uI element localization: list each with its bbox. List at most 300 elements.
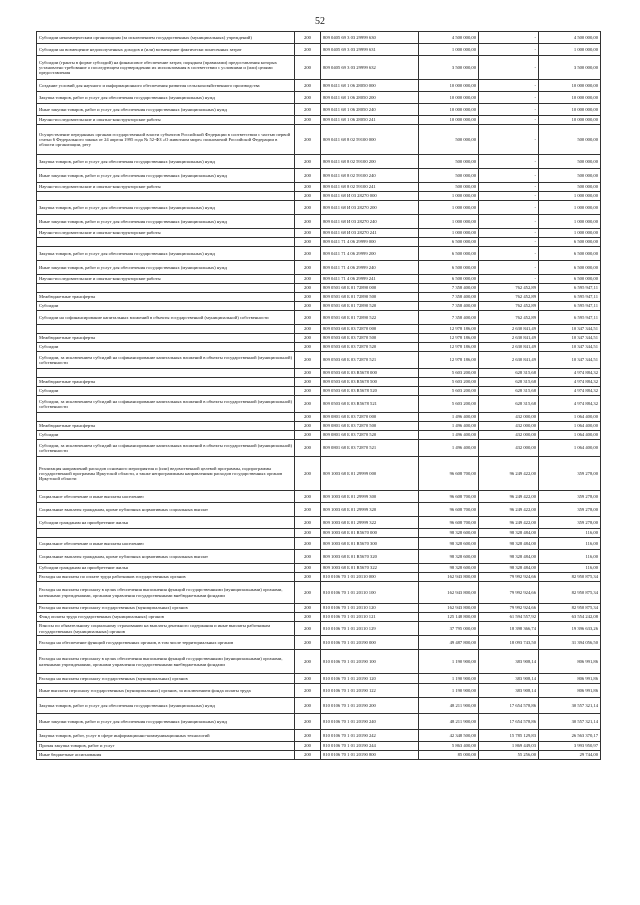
row-classification-cell: 809 0411 68 8 02 59100 200 <box>321 155 419 169</box>
row-name-cell: Взносы по обязательному социальному страхованию на выплаты денежного содержания и иные выплаты работникам государственных (муниципальных) органов <box>37 622 295 636</box>
row-code-cell: 200 <box>295 396 321 413</box>
row-executed-amount-cell: 762 452,89 <box>479 284 539 293</box>
row-classification-cell: 809 0411 68 1 06 28050 000 <box>321 80 419 92</box>
row-executed-amount-cell: - <box>479 229 539 238</box>
row-executed-amount-cell: - <box>479 192 539 201</box>
row-code-cell: 200 <box>295 751 321 760</box>
row-name-cell: Межбюджетные трансферты <box>37 378 295 387</box>
row-code-cell: 200 <box>295 573 321 582</box>
row-classification-cell: 809 0405 69 3 03 29999 631 <box>321 44 419 56</box>
row-approved-amount-cell: 10 000 000,00 <box>419 80 479 92</box>
row-classification-cell: 809 1003 68 Б 01 29999 322 <box>321 517 419 529</box>
row-code-cell: 200 <box>295 422 321 431</box>
table-row <box>37 550 601 564</box>
table-row <box>37 751 601 760</box>
row-remaining-amount-cell: 31 394 056,50 <box>539 636 601 650</box>
row-code-cell: 200 <box>295 550 321 564</box>
row-executed-amount-cell: 762 452,89 <box>479 293 539 302</box>
row-remaining-amount-cell: 116,00 <box>539 529 601 538</box>
row-code-cell: 200 <box>295 125 321 155</box>
row-remaining-amount-cell: 1 000 000,00 <box>539 201 601 215</box>
row-approved-amount-cell: 6 500 000,00 <box>419 238 479 247</box>
row-executed-amount-cell: 17 654 578,86 <box>479 714 539 730</box>
row-approved-amount-cell: 48 211 900,00 <box>419 698 479 714</box>
table-row <box>37 457 601 491</box>
table-row <box>37 503 601 517</box>
table-row <box>37 302 601 311</box>
row-code-cell: 200 <box>295 714 321 730</box>
row-classification-cell: 809 0411 71 4 06 29999 200 <box>321 247 419 261</box>
row-approved-amount-cell: 1 496 400,00 <box>419 431 479 440</box>
row-approved-amount-cell: 98 328 600,00 <box>419 550 479 564</box>
row-code-cell: 200 <box>295 613 321 622</box>
row-approved-amount-cell: 6 500 000,00 <box>419 247 479 261</box>
row-remaining-amount-cell: 1 064 400,00 <box>539 413 601 422</box>
row-code-cell: 200 <box>295 529 321 538</box>
table-row <box>37 229 601 238</box>
row-name-cell: Иные закупки товаров, работ и услуг для обеспечения государственных (муниципальных) нужд <box>37 714 295 730</box>
table-row <box>37 352 601 369</box>
row-approved-amount-cell: 6 500 000,00 <box>419 261 479 275</box>
row-code-cell: 200 <box>295 275 321 284</box>
row-approved-amount-cell: 1 000 000,00 <box>419 229 479 238</box>
row-code-cell: 200 <box>295 311 321 325</box>
row-remaining-amount-cell: 30 557 321,14 <box>539 698 601 714</box>
row-name-cell <box>37 284 295 293</box>
row-remaining-amount-cell: 1 064 400,00 <box>539 431 601 440</box>
row-code-cell: 200 <box>295 56 321 80</box>
row-remaining-amount-cell: 82 950 875,34 <box>539 604 601 613</box>
row-classification-cell: 809 1003 68 Б 01 R5670 300 <box>321 538 419 550</box>
row-remaining-amount-cell: 4 974 884,32 <box>539 378 601 387</box>
row-classification-cell: 809 0411 68 8 02 59100 000 <box>321 125 419 155</box>
row-code-cell: 200 <box>295 183 321 192</box>
row-name-cell: Создание условий для научного и информационного обеспечения развития сельскохозяйственного производства <box>37 80 295 92</box>
row-classification-cell: 810 0106 70 1 01 20190 242 <box>321 730 419 742</box>
row-executed-amount-cell: - <box>479 44 539 56</box>
row-classification-cell: 809 0503 68 Б 03 R5678 000 <box>321 369 419 378</box>
row-executed-amount-cell: 383 908,14 <box>479 684 539 698</box>
row-remaining-amount-cell: 806 991,86 <box>539 650 601 674</box>
row-executed-amount-cell: - <box>479 169 539 183</box>
row-executed-amount-cell: 762 452,89 <box>479 302 539 311</box>
row-classification-cell: 810 0106 70 1 01 20190 122 <box>321 684 419 698</box>
table-body <box>37 32 601 760</box>
table-row <box>37 32 601 44</box>
row-name-cell: Иные выплаты персоналу государственных (муниципальных) органов, за исключением фонда оплаты труда <box>37 684 295 698</box>
row-approved-amount-cell: 12 978 186,00 <box>419 343 479 352</box>
row-approved-amount-cell: 7 358 400,00 <box>419 302 479 311</box>
table-row <box>37 284 601 293</box>
row-executed-amount-cell: 79 992 924,66 <box>479 582 539 604</box>
row-classification-cell: 809 0503 68 Б 03 R5678 521 <box>321 396 419 413</box>
row-remaining-amount-cell: 1 000 000,00 <box>539 192 601 201</box>
row-remaining-amount-cell: 1 000 000,00 <box>539 44 601 56</box>
table-row <box>37 275 601 284</box>
row-name-cell: Фонд оплаты труда государственных (муниципальных) органов <box>37 613 295 622</box>
row-code-cell: 200 <box>295 215 321 229</box>
row-code-cell: 200 <box>295 352 321 369</box>
row-code-cell: 200 <box>295 334 321 343</box>
row-approved-amount-cell: 96 608 700,00 <box>419 503 479 517</box>
table-row <box>37 56 601 80</box>
row-executed-amount-cell: 383 908,14 <box>479 674 539 684</box>
table-row <box>37 440 601 457</box>
row-classification-cell: 809 0501 68 Б 01 72890 000 <box>321 284 419 293</box>
table-row <box>37 684 601 698</box>
row-code-cell: 200 <box>295 238 321 247</box>
row-approved-amount-cell: 1 000 000,00 <box>419 215 479 229</box>
row-classification-cell: 810 0106 70 1 01 20190 200 <box>321 698 419 714</box>
row-name-cell: Субсидии <box>37 387 295 396</box>
row-remaining-amount-cell: 4 500 000,00 <box>539 32 601 44</box>
row-approved-amount-cell: 5 603 200,00 <box>419 369 479 378</box>
row-remaining-amount-cell: 1 064 400,00 <box>539 422 601 431</box>
row-remaining-amount-cell: 359 278,00 <box>539 517 601 529</box>
row-name-cell: Субсидии, за исключением субсидий на софинансирование капитальных вложений в объекты государственной (муниципальной) собственности <box>37 352 295 369</box>
row-approved-amount-cell: 96 608 700,00 <box>419 491 479 503</box>
row-remaining-amount-cell: 6 595 947,11 <box>539 302 601 311</box>
row-code-cell: 200 <box>295 325 321 334</box>
row-remaining-amount-cell: 29 744,00 <box>539 751 601 760</box>
row-executed-amount-cell: 96 249 422,00 <box>479 457 539 491</box>
row-remaining-amount-cell: 3 500 000,00 <box>539 56 601 80</box>
row-remaining-amount-cell: 359 278,00 <box>539 491 601 503</box>
row-name-cell: Иные закупки товаров, работ и услуг для обеспечения государственных (муниципальных) нужд <box>37 215 295 229</box>
row-code-cell: 200 <box>295 201 321 215</box>
row-executed-amount-cell: 432 000,00 <box>479 413 539 422</box>
row-executed-amount-cell: 383 908,14 <box>479 650 539 674</box>
row-code-cell: 200 <box>295 92 321 104</box>
row-remaining-amount-cell: 6 500 000,00 <box>539 275 601 284</box>
table-row <box>37 431 601 440</box>
row-remaining-amount-cell: 26 563 370,17 <box>539 730 601 742</box>
row-classification-cell: 810 0106 70 1 01 20190 000 <box>321 636 419 650</box>
row-approved-amount-cell: 162 943 800,00 <box>419 573 479 582</box>
table-row <box>37 201 601 215</box>
row-executed-amount-cell: - <box>479 238 539 247</box>
table-row <box>37 387 601 396</box>
row-executed-amount-cell: - <box>479 215 539 229</box>
row-name-cell: Субсидии некоммерческим организациям (за исключением государственных (муниципальных) учреждений) <box>37 32 295 44</box>
row-classification-cell: 809 0501 68 Б 01 72890 500 <box>321 293 419 302</box>
row-classification-cell: 810 0106 70 1 01 20190 120 <box>321 674 419 684</box>
row-approved-amount-cell: 125 148 800,00 <box>419 613 479 622</box>
row-name-cell: Закупка товаров, работ и услуг для обеспечения государственных (муниципальных) нужд <box>37 698 295 714</box>
row-name-cell: Иные закупки товаров, работ и услуг для обеспечения государственных (муниципальных) нужд <box>37 261 295 275</box>
row-approved-amount-cell: 1 496 400,00 <box>419 413 479 422</box>
row-code-cell: 200 <box>295 378 321 387</box>
row-classification-cell: 810 0106 70 1 01 20110 120 <box>321 604 419 613</box>
row-executed-amount-cell: 79 992 924,66 <box>479 604 539 613</box>
row-name-cell: Субсидии гражданам на приобретение жилья <box>37 564 295 573</box>
row-name-cell: Расходы на выплаты персоналу в целях обеспечения выполнения функций государственными (муниципальными) органами, казенными учреждениями, органами управления государственными внебюджетными фондами <box>37 582 295 604</box>
row-classification-cell: 809 0801 68 Б 03 72870 521 <box>321 440 419 457</box>
table-row <box>37 674 601 684</box>
row-name-cell: Субсидии, за исключением субсидий на софинансирование капитальных вложений в объекты государственной (муниципальной) собственности <box>37 396 295 413</box>
row-approved-amount-cell: 1 000 000,00 <box>419 192 479 201</box>
row-executed-amount-cell: 61 594 557,92 <box>479 613 539 622</box>
row-classification-cell: 809 0411 71 4 06 29999 240 <box>321 261 419 275</box>
row-code-cell: 200 <box>295 247 321 261</box>
table-row <box>37 104 601 116</box>
row-name-cell: Иные бюджетные ассигнования <box>37 751 295 760</box>
row-classification-cell: 810 0106 70 1 01 20190 244 <box>321 742 419 751</box>
row-executed-amount-cell: 628 315,68 <box>479 369 539 378</box>
row-remaining-amount-cell: 116,00 <box>539 564 601 573</box>
row-remaining-amount-cell: 19 396 633,26 <box>539 622 601 636</box>
row-executed-amount-cell: - <box>479 275 539 284</box>
row-name-cell: Расходы на выплаты персоналу государственных (муниципальных) органов <box>37 604 295 613</box>
row-executed-amount-cell: - <box>479 247 539 261</box>
row-classification-cell: 809 1003 68 Б 01 29999 300 <box>321 491 419 503</box>
row-code-cell: 200 <box>295 440 321 457</box>
row-remaining-amount-cell: 10 347 344,51 <box>539 325 601 334</box>
row-executed-amount-cell: 17 654 578,86 <box>479 698 539 714</box>
row-executed-amount-cell: 98 328 484,00 <box>479 538 539 550</box>
row-name-cell: Закупка товаров, работ и услуг для обеспечения государственных (муниципальных) нужд <box>37 92 295 104</box>
row-approved-amount-cell: 3 500 000,00 <box>419 56 479 80</box>
row-code-cell: 200 <box>295 564 321 573</box>
row-name-cell: Закупка товаров, работ и услуг для обеспечения государственных (муниципальных) нужд <box>37 247 295 261</box>
row-classification-cell: 809 0801 68 Б 03 72870 500 <box>321 422 419 431</box>
table-row <box>37 169 601 183</box>
row-classification-cell: 809 1003 68 Б 01 29999 000 <box>321 457 419 491</box>
row-name-cell: Социальное обеспечение и иные выплаты населению <box>37 538 295 550</box>
row-remaining-amount-cell: 500 000,00 <box>539 125 601 155</box>
row-remaining-amount-cell: 10 000 000,00 <box>539 104 601 116</box>
row-classification-cell: 809 0801 68 Б 03 72870 520 <box>321 431 419 440</box>
table-row <box>37 538 601 550</box>
row-remaining-amount-cell: 4 974 884,32 <box>539 369 601 378</box>
table-row <box>37 155 601 169</box>
row-name-cell: Субсидии гражданам на приобретение жилья <box>37 517 295 529</box>
row-executed-amount-cell: 18 093 743,50 <box>479 636 539 650</box>
row-name-cell: Расходы на обеспечение функций государственных органов, в том числе территориальных органов <box>37 636 295 650</box>
row-executed-amount-cell: 628 315,68 <box>479 387 539 396</box>
row-name-cell: Осуществление переданных органам государственной власти субъектов Российской Федерации в соответствии с частью первой статьи 6 Федерального закона от 24 апреля 1995 года № 52-ФЗ «О животном мире» полномочий Российской Федерации в области организации, регу <box>37 125 295 155</box>
table-row <box>37 192 601 201</box>
row-remaining-amount-cell: 500 000,00 <box>539 169 601 183</box>
row-remaining-amount-cell: 10 347 344,51 <box>539 334 601 343</box>
table-row <box>37 413 601 422</box>
row-code-cell: 200 <box>295 742 321 751</box>
row-executed-amount-cell: 432 000,00 <box>479 422 539 431</box>
row-name-cell: Иные закупки товаров, работ и услуг для обеспечения государственных (муниципальных) нужд <box>37 169 295 183</box>
row-code-cell: 200 <box>295 284 321 293</box>
row-code-cell: 200 <box>295 44 321 56</box>
row-classification-cell: 810 0106 70 1 01 20190 240 <box>321 714 419 730</box>
row-classification-cell: 810 0106 70 1 01 20110 000 <box>321 573 419 582</box>
row-executed-amount-cell: - <box>479 80 539 92</box>
row-classification-cell: 809 0503 68 Б 03 72870 520 <box>321 343 419 352</box>
row-classification-cell: 809 0801 68 Б 03 72870 000 <box>321 413 419 422</box>
row-remaining-amount-cell: 63 554 242,08 <box>539 613 601 622</box>
table-row <box>37 564 601 573</box>
table-row <box>37 378 601 387</box>
row-classification-cell: 809 0411 68 1 06 28050 241 <box>321 116 419 125</box>
row-remaining-amount-cell: 1 000 000,00 <box>539 215 601 229</box>
table-row <box>37 293 601 302</box>
row-approved-amount-cell: 85 000,00 <box>419 751 479 760</box>
row-remaining-amount-cell: 806 991,86 <box>539 674 601 684</box>
row-approved-amount-cell: 1 496 400,00 <box>419 422 479 431</box>
row-classification-cell: 809 0411 68 1 06 28050 240 <box>321 104 419 116</box>
row-executed-amount-cell: 2 630 841,49 <box>479 334 539 343</box>
row-executed-amount-cell: - <box>479 183 539 192</box>
table-row <box>37 80 601 92</box>
row-remaining-amount-cell: 500 000,00 <box>539 183 601 192</box>
row-approved-amount-cell: 4 500 000,00 <box>419 32 479 44</box>
row-classification-cell: 810 0106 70 1 01 20110 129 <box>321 622 419 636</box>
row-code-cell: 200 <box>295 503 321 517</box>
row-executed-amount-cell: 628 315,68 <box>479 396 539 413</box>
row-remaining-amount-cell: 30 557 321,14 <box>539 714 601 730</box>
row-code-cell: 200 <box>295 650 321 674</box>
row-remaining-amount-cell: 82 950 875,34 <box>539 573 601 582</box>
budget-execution-table <box>36 31 601 760</box>
row-executed-amount-cell: 15 785 129,83 <box>479 730 539 742</box>
row-approved-amount-cell: 1 496 400,00 <box>419 440 479 457</box>
row-approved-amount-cell: 12 978 186,00 <box>419 325 479 334</box>
table-row <box>37 604 601 613</box>
row-name-cell: Межбюджетные трансферты <box>37 334 295 343</box>
row-approved-amount-cell: 500 000,00 <box>419 183 479 192</box>
row-remaining-amount-cell: 6 500 000,00 <box>539 247 601 261</box>
row-code-cell: 200 <box>295 674 321 684</box>
row-classification-cell: 809 0501 68 Б 01 72890 520 <box>321 302 419 311</box>
row-approved-amount-cell: 162 943 800,00 <box>419 604 479 613</box>
row-approved-amount-cell: 12 978 186,00 <box>419 352 479 369</box>
table-row <box>37 730 601 742</box>
table-row <box>37 247 601 261</box>
row-name-cell <box>37 529 295 538</box>
row-name-cell: Субсидии <box>37 343 295 352</box>
row-remaining-amount-cell: 10 347 344,51 <box>539 352 601 369</box>
row-name-cell: Научно-исследовательские и опытно-конструкторские работы <box>37 229 295 238</box>
row-remaining-amount-cell: 500 000,00 <box>539 155 601 169</box>
row-executed-amount-cell: 98 328 484,00 <box>479 550 539 564</box>
row-remaining-amount-cell: 6 595 947,11 <box>539 311 601 325</box>
row-approved-amount-cell: 500 000,00 <box>419 169 479 183</box>
row-name-cell <box>37 238 295 247</box>
table-row <box>37 92 601 104</box>
row-code-cell: 200 <box>295 80 321 92</box>
table-row <box>37 396 601 413</box>
row-approved-amount-cell: 12 978 186,00 <box>419 334 479 343</box>
row-approved-amount-cell: 98 328 600,00 <box>419 564 479 573</box>
row-code-cell: 200 <box>295 457 321 491</box>
row-executed-amount-cell: - <box>479 125 539 155</box>
row-approved-amount-cell: 96 608 700,00 <box>419 517 479 529</box>
row-executed-amount-cell: 79 992 924,66 <box>479 573 539 582</box>
row-code-cell: 200 <box>295 229 321 238</box>
row-executed-amount-cell: 432 000,00 <box>479 431 539 440</box>
row-executed-amount-cell: - <box>479 104 539 116</box>
row-classification-cell: 809 0411 68 И 03 28270 240 <box>321 215 419 229</box>
row-classification-cell: 809 0503 68 Б 03 72870 521 <box>321 352 419 369</box>
row-executed-amount-cell: 2 630 841,49 <box>479 352 539 369</box>
row-classification-cell: 809 0503 68 Б 03 72870 500 <box>321 334 419 343</box>
row-approved-amount-cell: 10 000 000,00 <box>419 116 479 125</box>
row-classification-cell: 809 0501 68 Б 01 72890 522 <box>321 311 419 325</box>
row-remaining-amount-cell: 3 993 950,97 <box>539 742 601 751</box>
row-approved-amount-cell: 10 000 000,00 <box>419 92 479 104</box>
row-name-cell <box>37 192 295 201</box>
row-executed-amount-cell: 55 256,00 <box>479 751 539 760</box>
row-executed-amount-cell: 98 328 484,00 <box>479 529 539 538</box>
row-name-cell: Межбюджетные трансферты <box>37 422 295 431</box>
row-approved-amount-cell: 48 211 900,00 <box>419 714 479 730</box>
row-code-cell: 200 <box>295 32 321 44</box>
row-name-cell: Субсидии <box>37 302 295 311</box>
row-remaining-amount-cell: 116,00 <box>539 538 601 550</box>
row-name-cell: Расходы на выплаты персоналу в целях обеспечения выполнения функций государственными (муниципальными) органами, казенными учреждениями, органами управления государственными внебюджетными фондами <box>37 650 295 674</box>
table-row <box>37 698 601 714</box>
row-name-cell: Иные закупки товаров, работ и услуг для обеспечения государственных (муниципальных) нужд <box>37 104 295 116</box>
row-executed-amount-cell: 18 398 366,74 <box>479 622 539 636</box>
row-classification-cell: 809 0405 69 3 03 29999 630 <box>321 32 419 44</box>
row-approved-amount-cell: 49 487 800,00 <box>419 636 479 650</box>
row-remaining-amount-cell: 6 595 947,11 <box>539 284 601 293</box>
row-remaining-amount-cell: 6 500 000,00 <box>539 238 601 247</box>
row-approved-amount-cell: 5 863 400,00 <box>419 742 479 751</box>
row-name-cell: Социальное обеспечение и иные выплаты населению <box>37 491 295 503</box>
row-code-cell: 200 <box>295 169 321 183</box>
row-classification-cell: 809 0503 68 Б 03 R5678 520 <box>321 387 419 396</box>
row-code-cell: 200 <box>295 261 321 275</box>
row-classification-cell: 809 0411 68 И 03 28270 241 <box>321 229 419 238</box>
table-row <box>37 44 601 56</box>
row-code-cell: 200 <box>295 369 321 378</box>
row-remaining-amount-cell: 4 974 884,32 <box>539 396 601 413</box>
row-code-cell: 200 <box>295 155 321 169</box>
row-code-cell: 200 <box>295 491 321 503</box>
table-row <box>37 125 601 155</box>
row-approved-amount-cell: 98 328 600,00 <box>419 529 479 538</box>
row-remaining-amount-cell: 1 000 000,00 <box>539 229 601 238</box>
row-name-cell: Субсидии <box>37 431 295 440</box>
row-classification-cell: 809 0411 68 1 06 28050 200 <box>321 92 419 104</box>
row-code-cell: 200 <box>295 116 321 125</box>
row-remaining-amount-cell: 359 278,00 <box>539 457 601 491</box>
row-approved-amount-cell: 37 795 000,00 <box>419 622 479 636</box>
row-approved-amount-cell: 98 328 600,00 <box>419 538 479 550</box>
row-remaining-amount-cell: 6 500 000,00 <box>539 261 601 275</box>
table-row <box>37 215 601 229</box>
row-code-cell: 200 <box>295 730 321 742</box>
table-row <box>37 517 601 529</box>
page-number: 52 <box>315 16 325 27</box>
row-approved-amount-cell: 1 190 900,00 <box>419 650 479 674</box>
row-name-cell: Социальные выплаты гражданам, кроме публичных нормативных социальных выплат <box>37 503 295 517</box>
row-classification-cell: 809 0411 68 И 03 28270 200 <box>321 201 419 215</box>
row-name-cell: Расходы на выплаты по оплате труда работников государственных органов <box>37 573 295 582</box>
table-row <box>37 183 601 192</box>
row-executed-amount-cell: - <box>479 92 539 104</box>
table-row <box>37 334 601 343</box>
table-row <box>37 742 601 751</box>
row-executed-amount-cell: - <box>479 116 539 125</box>
row-remaining-amount-cell: 6 595 947,11 <box>539 293 601 302</box>
table-row <box>37 636 601 650</box>
row-name-cell: Субсидии на софинансирование капитальных вложений в объекты государственной (муниципальной) собственности <box>37 311 295 325</box>
row-classification-cell: 809 1003 68 Б 01 R5670 320 <box>321 550 419 564</box>
row-approved-amount-cell: 6 500 000,00 <box>419 275 479 284</box>
row-executed-amount-cell: 762 452,89 <box>479 311 539 325</box>
row-approved-amount-cell: 1 000 000,00 <box>419 44 479 56</box>
row-code-cell: 200 <box>295 604 321 613</box>
